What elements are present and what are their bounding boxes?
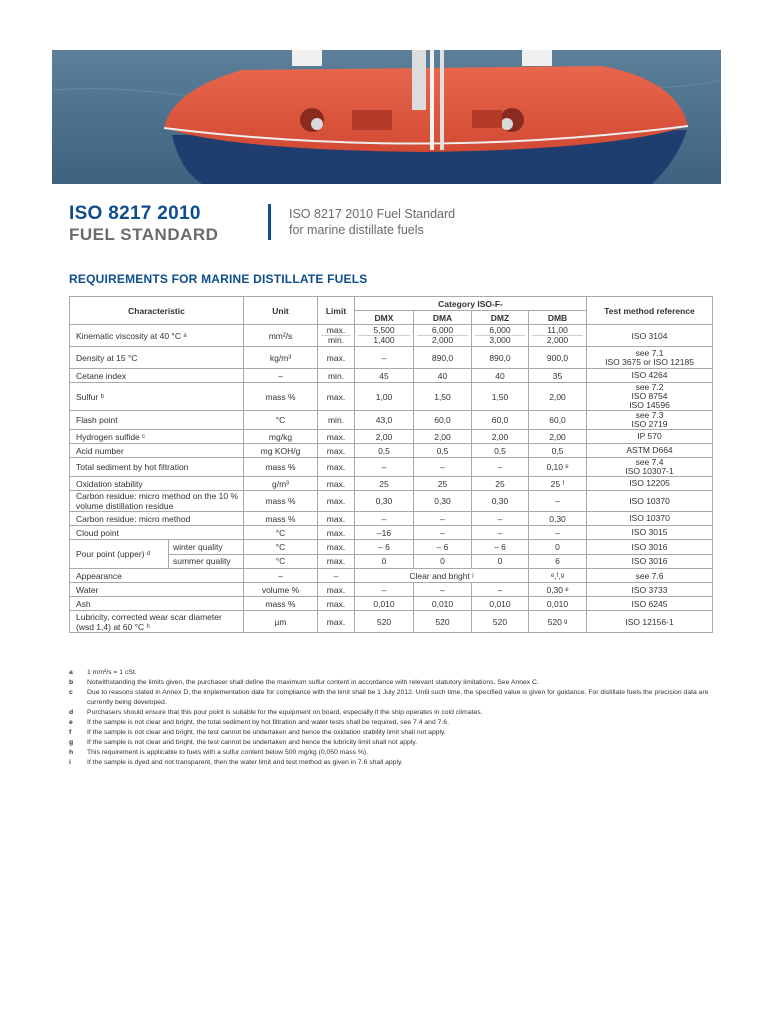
document-title — [69, 203, 218, 245]
row-dma: 6,000 2,000 — [414, 325, 472, 347]
row-dmb: ᵉ,ᶠ,ᵍ — [529, 569, 587, 583]
footnote — [69, 728, 709, 738]
row-test: see 7.6 — [587, 569, 713, 583]
footnote-text: If the sample is not clear and bright, the total sediment by hot filtration and water tests shall be required, see 7.4 and 7.6. — [87, 719, 449, 726]
footnote-key: c — [69, 689, 73, 696]
row-limit: – — [318, 569, 355, 583]
section-title: REQUIREMENTS FOR MARINE DISTILLATE FUELS — [69, 272, 368, 286]
row-unit: mg KOH/g — [244, 444, 318, 458]
row-limit: max. — [318, 491, 355, 512]
row-dmz: 2,00 — [472, 430, 529, 444]
row-limit: min. — [318, 369, 355, 383]
row-dma: 0 — [414, 554, 472, 569]
table-row — [70, 491, 713, 512]
row-dmb: – — [529, 491, 587, 512]
row-dma: 0,5 — [414, 444, 472, 458]
row-label: Water — [70, 583, 244, 597]
row-test: IP 570 — [587, 430, 713, 444]
row-label: Cloud point — [70, 526, 244, 540]
row-limit: max. — [318, 554, 355, 569]
row-test: ISO 6245 — [587, 597, 713, 611]
footnote — [69, 678, 709, 688]
row-dmx: 0,010 — [355, 597, 414, 611]
table-row — [70, 347, 713, 369]
row-test: ISO 3015 — [587, 526, 713, 540]
row-label: Sulfur ᵇ — [70, 383, 244, 411]
row-dmb: 520 ᵍ — [529, 611, 587, 633]
row-label: Acid number — [70, 444, 244, 458]
row-limit: max. — [318, 583, 355, 597]
footnote — [69, 748, 709, 758]
summer-quality-label: summer quality — [173, 556, 231, 567]
row-dmx: 45 — [355, 369, 414, 383]
row-test: see 7.2 ISO 8754 ISO 14596 — [587, 383, 713, 411]
footnote — [69, 718, 709, 728]
row-dmx: – — [355, 347, 414, 369]
row-limit: min. — [318, 411, 355, 430]
row-dmz: 40 — [472, 369, 529, 383]
subtitle-line-2: for marine distillate fuels — [289, 223, 424, 237]
footnote-key: a — [69, 669, 73, 676]
row-limit: max. — [318, 458, 355, 477]
footnote-text: If the sample is not clear and bright, the test cannot be undertaken and hence the lubricity limit shall not apply. — [87, 739, 418, 746]
footnote-key: g — [69, 739, 74, 746]
table-row — [70, 411, 713, 430]
row-unit: mass % — [244, 383, 318, 411]
row-dmb: 11,00 2,000 — [529, 325, 587, 347]
row-dma: – — [414, 526, 472, 540]
row-dma: 520 — [414, 611, 472, 633]
table-row — [70, 383, 713, 411]
row-dmx: 25 — [355, 477, 414, 491]
footnote-text: 1 mm²/s = 1 cSt. — [87, 669, 137, 676]
row-unit: °C — [244, 554, 318, 569]
title-line-2: FUEL STANDARD — [69, 225, 219, 244]
table-row — [70, 512, 713, 526]
table-row — [70, 583, 713, 597]
row-test: ISO 10370 — [587, 512, 713, 526]
row-dmb: – — [529, 526, 587, 540]
row-label: Appearance — [70, 569, 244, 583]
row-dmx: 0,5 — [355, 444, 414, 458]
row-limit: max. — [318, 526, 355, 540]
header-limit: Limit — [318, 297, 355, 325]
header-unit: Unit — [244, 297, 318, 325]
pour-point-label: Pour point (upper) ᵈ — [70, 540, 169, 568]
table-row — [70, 477, 713, 491]
footnote-text: If the sample is not clear and bright, the test cannot be undertaken and hence the oxidation stability limit shall not apply. — [87, 729, 446, 736]
row-dmz: – — [472, 512, 529, 526]
row-dma: – 6 — [414, 540, 472, 555]
row-dmb: 2,00 — [529, 430, 587, 444]
row-unit: µm — [244, 611, 318, 633]
row-test: ISO 3016 — [587, 540, 713, 555]
row-dma: – — [414, 583, 472, 597]
row-unit: °C — [244, 540, 318, 555]
row-dma: 1,50 — [414, 383, 472, 411]
header-dmb: DMB — [529, 311, 587, 325]
row-label: Kinematic viscosity at 40 °C ᵃ — [70, 325, 244, 347]
row-unit: mm²/s — [244, 325, 318, 347]
footnote — [69, 668, 709, 678]
row-unit: mass % — [244, 512, 318, 526]
row-label: Carbon residue: micro method — [70, 512, 244, 526]
row-limit: max. — [318, 383, 355, 411]
header-dma: DMA — [414, 311, 472, 325]
row-label: Hydrogen sulfide ᶜ — [70, 430, 244, 444]
header-dmz: DMZ — [472, 311, 529, 325]
row-dmx: 0 — [355, 554, 414, 569]
row-label: Flash point — [70, 411, 244, 430]
footnote-key: i — [69, 759, 71, 766]
row-dmb: 35 — [529, 369, 587, 383]
row-dma: – — [414, 458, 472, 477]
row-unit: volume % — [244, 583, 318, 597]
table-row — [70, 430, 713, 444]
title-divider — [268, 204, 271, 240]
row-dmb: 0,5 — [529, 444, 587, 458]
row-dmz: 0,010 — [472, 597, 529, 611]
footnote — [69, 708, 709, 718]
row-dma: 0,30 — [414, 491, 472, 512]
footnote-text: This requirement is applicable to fuels with a sulfur content below 500 mg/kg (0,050 mass %). — [87, 749, 369, 756]
table-row — [70, 611, 713, 633]
row-dmz: 0 — [472, 554, 529, 569]
row-limit: max. min. — [318, 325, 355, 347]
row-dmx: – — [355, 512, 414, 526]
row-dmz: – — [472, 526, 529, 540]
row-dmz: 1,50 — [472, 383, 529, 411]
row-dma: 2,00 — [414, 430, 472, 444]
row-dmz: 25 — [472, 477, 529, 491]
table-row — [70, 369, 713, 383]
footnote — [69, 738, 709, 748]
footnote-text: Purchasers should ensure that this pour point is suitable for the equipment on board, especially if the ship operates in cold climates. — [87, 709, 483, 716]
row-limit: max. — [318, 430, 355, 444]
row-unit: g/m³ — [244, 477, 318, 491]
row-unit: – — [244, 369, 318, 383]
table-row — [70, 569, 713, 583]
row-test: ISO 3733 — [587, 583, 713, 597]
table-row — [70, 325, 713, 347]
table-header-row — [70, 297, 713, 311]
row-test: ISO 3104 — [587, 325, 713, 347]
footnotes — [69, 668, 709, 768]
row-dmx: –16 — [355, 526, 414, 540]
footnote — [69, 758, 709, 768]
row-dma: 40 — [414, 369, 472, 383]
row-test: see 7.4 ISO 10307-1 — [587, 458, 713, 477]
hero-ship-image — [52, 50, 721, 184]
row-test: ISO 4264 — [587, 369, 713, 383]
row-clear-bright: Clear and bright ʲ — [355, 569, 529, 583]
row-label: Lubricity, corrected wear scar diameter (wsd 1,4) at 60 °C ʰ — [70, 611, 244, 633]
row-unit: °C — [244, 411, 318, 430]
footnote-text: Due to reasons stated in Annex D, the implementation date for compliance with the limit shall be 1 July 2012. Until such time, the specified value is given for guidance. For distillate fuels the precision data are currently being developed. — [87, 689, 709, 706]
row-dmb: 2,00 — [529, 383, 587, 411]
row-dmx: – — [355, 583, 414, 597]
row-dmb: 0 — [529, 540, 587, 555]
table-row — [70, 597, 713, 611]
winter-quality-label: winter quality — [169, 540, 243, 555]
row-unit: °C — [244, 526, 318, 540]
row-dmx: 1,00 — [355, 383, 414, 411]
row-dmb: 0,10 ᵉ — [529, 458, 587, 477]
footnote — [69, 688, 709, 708]
row-test: ISO 3016 — [587, 554, 713, 569]
row-dmz: – 6 — [472, 540, 529, 555]
subtitle-line-1: ISO 8217 2010 Fuel Standard — [289, 207, 456, 221]
row-dmz: – — [472, 583, 529, 597]
row-limit: max. — [318, 347, 355, 369]
row-label: Oxidation stability — [70, 477, 244, 491]
table-row — [70, 526, 713, 540]
requirements-table — [69, 296, 713, 633]
row-dmz: 0,5 — [472, 444, 529, 458]
document-subtitle — [289, 206, 455, 238]
row-dmz: 60,0 — [472, 411, 529, 430]
row-dmx: 2,00 — [355, 430, 414, 444]
row-limit: max. — [318, 444, 355, 458]
row-limit: max. — [318, 540, 355, 555]
row-dmz: 890,0 — [472, 347, 529, 369]
row-unit: mass % — [244, 597, 318, 611]
header-category: Category ISO-F- — [355, 297, 587, 311]
row-test: ISO 12205 — [587, 477, 713, 491]
row-dmx: – — [355, 458, 414, 477]
row-dmx: 520 — [355, 611, 414, 633]
row-dmb: 60,0 — [529, 411, 587, 430]
row-dma: 0,010 — [414, 597, 472, 611]
footnote-key: e — [69, 719, 73, 726]
footnote-key: h — [69, 749, 74, 756]
row-limit: max. — [318, 611, 355, 633]
row-label: Carbon residue: micro method on the 10 % volume distillation residue — [70, 491, 244, 512]
row-label-group — [70, 540, 244, 569]
footnote-key: f — [69, 729, 72, 736]
row-dma: – — [414, 512, 472, 526]
row-test: ISO 10370 — [587, 491, 713, 512]
title-line-1: ISO 8217 2010 — [69, 203, 201, 224]
row-unit: mass % — [244, 458, 318, 477]
row-unit: – — [244, 569, 318, 583]
row-test: see 7.3 ISO 2719 — [587, 411, 713, 430]
row-limit: max. — [318, 597, 355, 611]
table-row — [70, 444, 713, 458]
footnote-key: d — [69, 709, 74, 716]
row-unit: mg/kg — [244, 430, 318, 444]
row-dmx: – 6 — [355, 540, 414, 555]
row-unit: mass % — [244, 491, 318, 512]
row-test: ASTM D664 — [587, 444, 713, 458]
header-test-method: Test method reference — [587, 297, 713, 325]
footnote-key: b — [69, 679, 74, 686]
row-dmb: 0,30 ᵉ — [529, 583, 587, 597]
header-dmx: DMX — [355, 311, 414, 325]
row-dma: 25 — [414, 477, 472, 491]
row-dmb: 6 — [529, 554, 587, 569]
row-dmx: 43,0 — [355, 411, 414, 430]
row-dmb: 900,0 — [529, 347, 587, 369]
row-limit: max. — [318, 512, 355, 526]
row-dmb: 25 ᶠ — [529, 477, 587, 491]
footnote-text: Notwithstanding the limits given, the purchaser shall define the maximum sulfur content in accordance with relevant statutory limitations. See Annex C. — [87, 679, 539, 686]
row-unit: kg/m³ — [244, 347, 318, 369]
row-dmb: 0,010 — [529, 597, 587, 611]
table-row — [70, 458, 713, 477]
row-dmz: – — [472, 458, 529, 477]
row-test: see 7.1 ISO 3675 or ISO 12185 — [587, 347, 713, 369]
row-dma: 890,0 — [414, 347, 472, 369]
row-test: ISO 12156-1 — [587, 611, 713, 633]
header-characteristic: Characteristic — [70, 297, 244, 325]
row-label: Ash — [70, 597, 244, 611]
row-dmz: 6,000 3,000 — [472, 325, 529, 347]
row-dma: 60,0 — [414, 411, 472, 430]
footnote-text: If the sample is dyed and not transparent, then the water limit and test method as given in 7.6 shall apply. — [87, 759, 403, 766]
row-label: Density at 15 °C — [70, 347, 244, 369]
row-dmb: 0,30 — [529, 512, 587, 526]
row-label: Total sediment by hot filtration — [70, 458, 244, 477]
row-label: Cetane index — [70, 369, 244, 383]
row-dmx: 0,30 — [355, 491, 414, 512]
table-row — [70, 540, 713, 555]
row-dmz: 0,30 — [472, 491, 529, 512]
row-limit: max. — [318, 477, 355, 491]
row-dmz: 520 — [472, 611, 529, 633]
row-dmx: 5,500 1,400 — [355, 325, 414, 347]
